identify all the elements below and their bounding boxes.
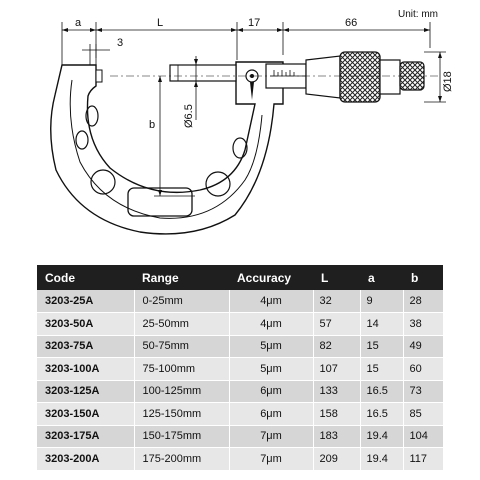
cell-accuracy: 6μm — [229, 380, 313, 403]
cell-range: 50-75mm — [134, 335, 229, 358]
cell-b: 73 — [403, 380, 443, 403]
table-row — [37, 313, 443, 336]
anvil — [96, 70, 102, 82]
cell-a: 16.5 — [360, 380, 403, 403]
table-row — [37, 358, 443, 381]
dim-3-label: 3 — [117, 37, 124, 49]
cell-b: 28 — [403, 290, 443, 313]
cell-b: 104 — [403, 425, 443, 448]
header-range: Range — [134, 265, 229, 290]
cell-code: 3203-175A — [37, 425, 134, 448]
cell-L: 183 — [313, 425, 360, 448]
table-row — [37, 380, 443, 403]
cell-L: 158 — [313, 403, 360, 426]
cell-accuracy: 4μm — [229, 290, 313, 313]
table-row — [37, 335, 443, 358]
cell-a: 16.5 — [360, 403, 403, 426]
cell-accuracy: 4μm — [229, 313, 313, 336]
header-L: L — [313, 265, 360, 290]
table-row — [37, 403, 443, 426]
dim-b-line — [154, 76, 195, 196]
header-a: a — [360, 265, 403, 290]
thimble-knurl — [340, 52, 380, 102]
spec-table — [37, 265, 443, 471]
cell-a: 9 — [360, 290, 403, 313]
cell-range: 125-150mm — [134, 403, 229, 426]
cell-code: 3203-75A — [37, 335, 134, 358]
cell-code: 3203-125A — [37, 380, 134, 403]
cell-L: 107 — [313, 358, 360, 381]
cell-a: 15 — [360, 335, 403, 358]
table-header-row — [37, 265, 443, 290]
cell-L: 32 — [313, 290, 360, 313]
table-row — [37, 448, 443, 471]
table-row — [37, 425, 443, 448]
cell-code: 3203-200A — [37, 448, 134, 471]
cell-L: 82 — [313, 335, 360, 358]
cell-range: 25-50mm — [134, 313, 229, 336]
cell-a: 19.4 — [360, 448, 403, 471]
dim-L-label: L — [157, 17, 164, 29]
cell-accuracy: 7μm — [229, 425, 313, 448]
cell-b: 60 — [403, 358, 443, 381]
cell-b: 49 — [403, 335, 443, 358]
ratchet-neck — [380, 60, 400, 94]
cell-accuracy: 5μm — [229, 335, 313, 358]
header-b: b — [403, 265, 443, 290]
cell-b: 117 — [403, 448, 443, 471]
cell-range: 0-25mm — [134, 290, 229, 313]
cell-accuracy: 6μm — [229, 403, 313, 426]
cell-accuracy: 7μm — [229, 448, 313, 471]
dim-6-5-label: Ø6.5 — [183, 104, 195, 128]
cell-b: 85 — [403, 403, 443, 426]
dim-18-label: Ø18 — [442, 71, 454, 92]
cell-accuracy: 5μm — [229, 358, 313, 381]
cell-code: 3203-100A — [37, 358, 134, 381]
table-row — [37, 290, 443, 313]
spindle — [170, 65, 236, 81]
cell-L: 57 — [313, 313, 360, 336]
cell-L: 209 — [313, 448, 360, 471]
cell-code: 3203-150A — [37, 403, 134, 426]
cell-a: 14 — [360, 313, 403, 336]
cell-range: 175-200mm — [134, 448, 229, 471]
cell-L: 133 — [313, 380, 360, 403]
cell-a: 15 — [360, 358, 403, 381]
cell-a: 19.4 — [360, 425, 403, 448]
thimble — [306, 56, 340, 98]
header-accuracy: Accuracy — [229, 265, 313, 290]
dim-a-label: a — [75, 17, 82, 29]
cell-code: 3203-50A — [37, 313, 134, 336]
cell-b: 38 — [403, 313, 443, 336]
cell-range: 75-100mm — [134, 358, 229, 381]
dim-3-line — [82, 44, 110, 66]
dim-b-label: b — [149, 119, 156, 131]
dim-66-label: 66 — [345, 17, 358, 29]
cell-code: 3203-25A — [37, 290, 134, 313]
header-code: Code — [37, 265, 134, 290]
cell-range: 100-125mm — [134, 380, 229, 403]
unit-label: Unit: mm — [398, 9, 438, 20]
cell-range: 150-175mm — [134, 425, 229, 448]
dim-17-label: 17 — [248, 17, 261, 29]
